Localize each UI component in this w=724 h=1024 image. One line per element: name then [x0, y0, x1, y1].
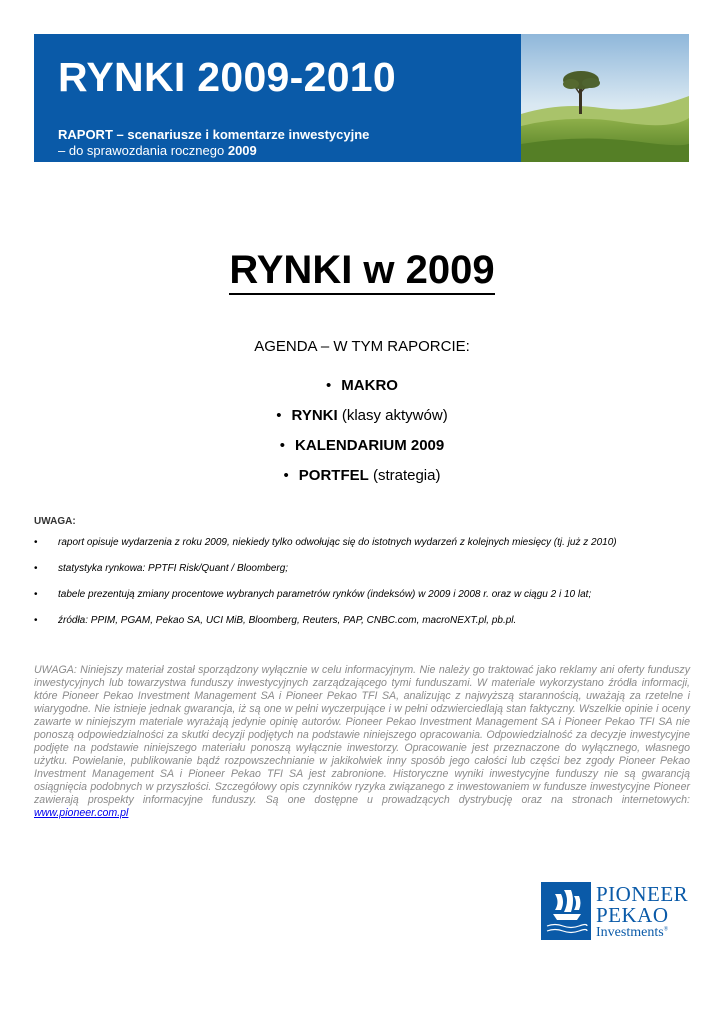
- note-text: statystyka rynkowa: PPTFI Risk/Quant / Bloomberg;: [58, 563, 289, 574]
- bullet-icon: •: [34, 615, 38, 626]
- agenda-heading: AGENDA – W TYM RAPORCIE:: [254, 338, 470, 355]
- logo-line2: PEKAO: [596, 903, 669, 927]
- logo-line3: [596, 925, 668, 941]
- page-title: [0, 248, 724, 293]
- note-item: [34, 615, 694, 626]
- banner-title: RYNKI 2009-2010: [58, 54, 397, 100]
- bullet-icon: •: [283, 467, 289, 484]
- legal-disclaimer: [34, 664, 690, 820]
- pioneer-pekao-logo: [541, 882, 691, 942]
- sailing-ship-icon: [541, 882, 591, 940]
- logo-investments: Investments: [596, 925, 664, 940]
- bullet-icon: •: [326, 377, 332, 394]
- agenda-item-label: MAKRO: [341, 377, 398, 394]
- bullet-icon: •: [34, 563, 38, 574]
- logo-line1: PIONEER: [596, 882, 689, 906]
- agenda-item-label: KALENDARIUM 2009: [295, 437, 445, 454]
- banner-subtitle: RAPORT – scenariusze i komentarze inwestycyjne: [58, 127, 370, 142]
- note-item: [34, 537, 694, 548]
- note-text: tabele prezentują zmiany procentowe wybranych parametrów rynków (indeksów) w 2009 i 2008 r. oraz w ciągu 2 i 10 lat;: [58, 589, 592, 600]
- agenda-item-detail: (klasy aktywów): [337, 407, 448, 424]
- agenda-item-makro: [0, 377, 724, 394]
- banner-subtitle-year: 2009: [227, 143, 257, 158]
- page-title-text: RYNKI w 2009: [229, 248, 494, 295]
- banner-subtitle-line2: [58, 143, 257, 158]
- note-item: [34, 563, 694, 574]
- agenda-item-portfel: [0, 467, 724, 484]
- landscape-tree-photo: [521, 34, 689, 162]
- note-text: źródła: PPIM, PGAM, Pekao SA, UCI MiB, Bloomberg, Reuters, PAP, CNBC.com, macroNEXT.pl, pb.pl.: [58, 615, 517, 626]
- agenda-item-rynki: [0, 407, 724, 424]
- disclaimer-text: UWAGA: Niniejszy materiał został sporządzony wyłącznie w celu informacyjnym. Nie należy go traktować jako reklamy ani oferty funduszy inwestycyjnych lub towarzystwa funduszy inwestycyjnych zarządzającego tymi funduszami. W materiale wykorzystano źródła informacji, które Pioneer Pekao Investment Management SA i Pioneer Pekao TFI SA, analizując z najwyższą starannością, uważają za rzetelne i wiarygodne. Nie istnieje jednak gwarancja, iż są one w pełni wyczerpujące i w pełni odzwierciedlają stan faktyczny. Wszelkie opinie i oceny zawarte w niniejszym materiale wyrażają jedynie opinię autorów. Pioneer Pekao Investment Management SA i Pioneer Pekao TFI SA nie ponoszą odpowiedzialności za skutki decyzji podjętych na podstawie niniejszego opracowania. Odpowiedzialność za decyzje inwestycyjne podjęte na podstawie niniejszego materiału ponoszą wyłącznie inwestorzy. Opracowanie jest przeznaczone do wyłącznego, własnego użytku. Powielanie, publikowanie bądź rozpowszechnianie w jakikolwiek inny sposób jego całości lub części bez zgody Pioneer Pekao Investment Management SA i Pioneer Pekao TFI SA jest zabronione. Historyczne wyniki inwestycyjne funduszy nie są gwarancją osiągnięcia podobnych w przyszłości. Szczegółowy opis czynników ryzyka związanego z inwestowaniem w fundusze inwestycyjne Pioneer zawierają prospekty informacyjne funduszy. Są one dostępne u prowadzących dystrybucję oraz na stronach internetowych:: [34, 664, 690, 806]
- bullet-icon: •: [279, 437, 286, 454]
- registered-mark: ®: [663, 926, 669, 933]
- bullet-icon: •: [34, 589, 38, 600]
- header-banner: [34, 34, 689, 162]
- bullet-icon: •: [276, 407, 282, 424]
- agenda-item-label: PORTFEL: [298, 467, 369, 484]
- agenda-item-kalendarium: [0, 437, 724, 454]
- agenda-item-label: RYNKI: [291, 407, 338, 424]
- note-text: raport opisuje wydarzenia z roku 2009, niekiedy tylko odwołując się do istotnych wydarzeń z kolejnych miesięcy (tj. już z 2010): [58, 537, 617, 548]
- agenda-item-detail: (strategia): [368, 467, 441, 484]
- note-item: [34, 589, 694, 600]
- notes-label: UWAGA:: [34, 516, 76, 527]
- website-link[interactable]: www.pioneer.com.pl: [34, 807, 129, 819]
- bullet-icon: •: [34, 537, 38, 548]
- banner-subtitle-prefix: – do sprawozdania rocznego: [58, 143, 228, 158]
